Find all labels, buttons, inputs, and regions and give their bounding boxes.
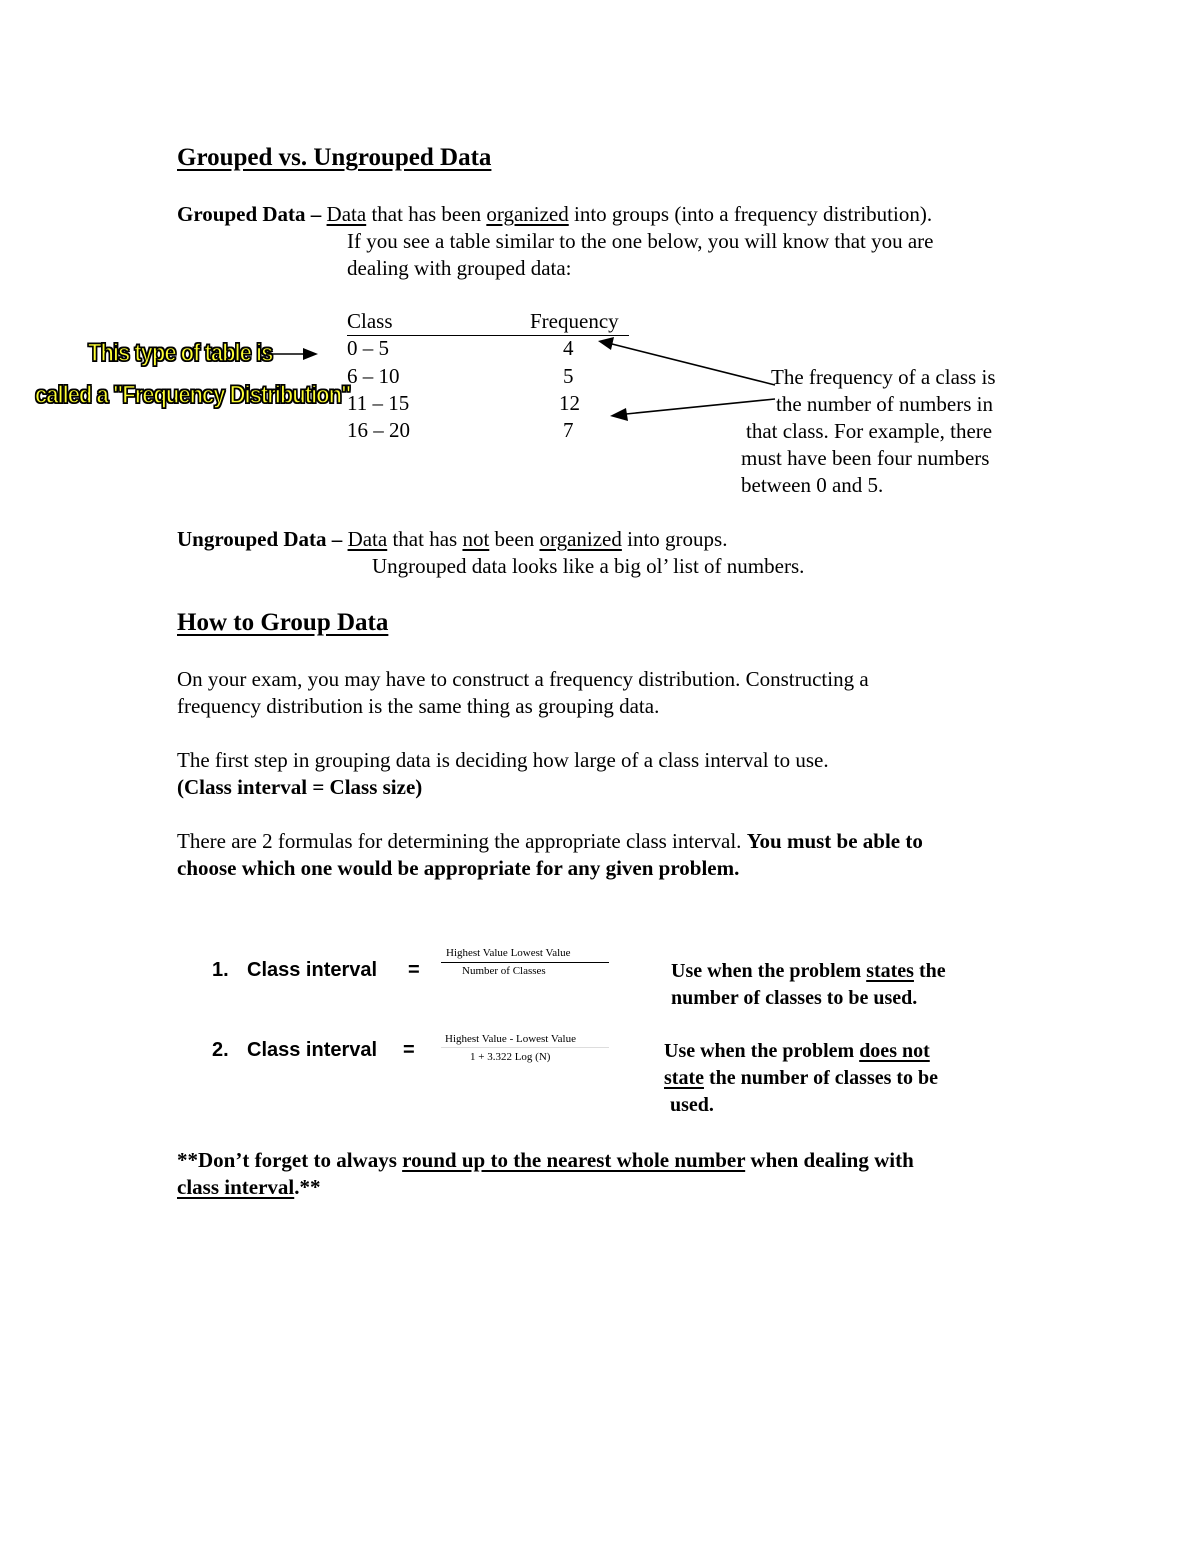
note-arrow-to-first-row <box>598 337 775 385</box>
callout-line-2: called a "Frequency Distribution" <box>35 380 351 409</box>
note-line-2: the number of numbers in <box>776 392 993 416</box>
paragraph-2-line-1: The first step in grouping data is deciding how large of a class interval to use. <box>177 748 829 772</box>
paragraph-3-line-2: choose which one would be appropriate for any given problem. <box>177 856 740 880</box>
formula-2-numerator: Highest Value - Lowest Value <box>445 1033 576 1045</box>
section-title-grouped-vs-ungrouped: Grouped vs. Ungrouped Data <box>177 144 492 171</box>
usage-1-b: the <box>913 960 946 982</box>
reminder-line-1 <box>177 1147 914 1174</box>
callout-arrow <box>266 348 318 360</box>
ungrouped-text-c: into groups. <box>621 527 728 551</box>
p3-normal: There are 2 formulas for determining the appropriate class interval. <box>177 829 747 853</box>
paragraph-2-line-2: (Class interval = Class size) <box>177 775 423 799</box>
header-class: Class <box>347 309 393 333</box>
formula-1-usage-line-2: number of classes to be used. <box>671 987 918 1009</box>
word-organized: organized <box>539 527 622 551</box>
callout-line-1: This type of table is <box>88 338 273 367</box>
grouped-line-2: If you see a table similar to the one below, you will know that you are <box>347 229 934 253</box>
reminder-b: when dealing with <box>745 1148 914 1172</box>
reminder-c: .** <box>294 1175 321 1199</box>
freq-cell: 5 <box>563 364 574 388</box>
reminder-a: **Don’t forget to always <box>177 1148 403 1172</box>
reminder-class-interval: class interval <box>177 1175 295 1199</box>
usage-1-states: states <box>866 960 914 982</box>
formula-1-label: Class interval <box>247 959 378 981</box>
p3-bold: You must be able to <box>746 829 923 853</box>
formula-2-usage-line-2 <box>664 1065 938 1092</box>
formula-1-number: 1. <box>212 959 229 981</box>
paragraph-1-line-2: frequency distribution is the same thing as grouping data. <box>177 694 660 718</box>
formula-2-equals: = <box>403 1039 415 1061</box>
class-cell: 11 – 15 <box>347 391 410 415</box>
note-line-4: must have been four numbers <box>741 446 990 470</box>
arrows-overlay <box>0 0 1200 500</box>
word-organized: organized <box>486 202 569 226</box>
formula-2-usage-line-1 <box>664 1038 930 1065</box>
grouped-text-b: into groups (into a frequency distribution). <box>568 202 933 226</box>
grouped-line-3: dealing with grouped data: <box>347 256 572 280</box>
formula-1-equals: = <box>408 959 420 981</box>
formula-2-denominator: 1 + 3.322 Log (N) <box>470 1051 551 1063</box>
reminder-line-2 <box>177 1174 320 1201</box>
ungrouped-text-b: been <box>489 527 540 551</box>
header-frequency: Frequency <box>530 309 619 333</box>
usage-2-state: state <box>664 1067 704 1089</box>
grouped-data-term: Grouped Data – <box>177 202 322 226</box>
formula-1-denominator: Number of Classes <box>462 965 546 977</box>
note-line-3: that class. For example, there <box>746 419 993 443</box>
word-data: Data <box>347 527 388 551</box>
word-not: not <box>462 527 490 551</box>
formula-1-numerator: Highest Value Lowest Value <box>446 947 571 959</box>
note-line-1: The frequency of a class is <box>771 365 996 389</box>
usage-2-a: Use when the problem <box>664 1040 860 1062</box>
class-cell: 0 – 5 <box>347 336 389 360</box>
paragraph-1-line-1: On your exam, you may have to construct a frequency distribution. Constructing a <box>177 667 869 691</box>
freq-cell: 12 <box>559 391 580 415</box>
class-cell: 16 – 20 <box>347 418 410 442</box>
paragraph-3-line-1 <box>177 828 923 855</box>
formula-2-usage-line-3: used. <box>670 1094 714 1116</box>
freq-cell: 4 <box>563 336 574 360</box>
usage-1-a: Use when the problem <box>671 960 867 982</box>
ungrouped-data-term: Ungrouped Data – <box>177 527 343 551</box>
formula-1-fraction-bar <box>441 962 609 963</box>
section-title-how-to-group: How to Group Data <box>177 609 389 636</box>
usage-2-b: the number of classes to be <box>703 1067 939 1089</box>
grouped-text-a: that has been <box>366 202 487 226</box>
note-line-5: between 0 and 5. <box>741 473 884 497</box>
ungrouped-text-a: that has <box>387 527 463 551</box>
reminder-round-up: round up to the nearest whole number <box>402 1148 746 1172</box>
ungrouped-line-2: Ungrouped data looks like a big ol’ list of numbers. <box>372 554 805 578</box>
formula-1-usage-line-1 <box>671 958 946 985</box>
formula-2-label: Class interval <box>247 1039 378 1061</box>
freq-cell: 7 <box>563 418 574 442</box>
class-cell: 6 – 10 <box>347 364 400 388</box>
usage-2-does-not: does not <box>859 1040 930 1062</box>
formula-2-number: 2. <box>212 1039 229 1061</box>
word-data: Data <box>326 202 367 226</box>
ungrouped-data-definition <box>177 526 727 553</box>
formula-2-fraction-bar <box>441 1047 609 1048</box>
